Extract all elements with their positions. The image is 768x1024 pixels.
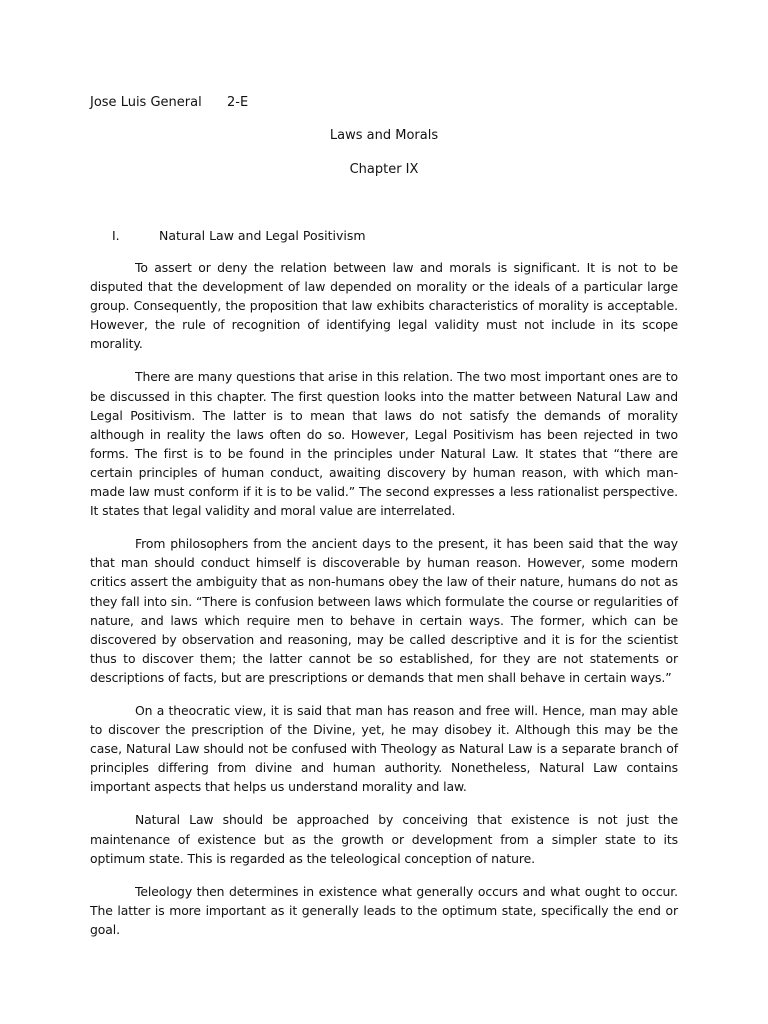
section-title: Natural Law and Legal Positivism [159, 228, 366, 243]
section-number: I. [112, 228, 120, 243]
paragraph: Teleology then determines in existence what generally occurs and what ought to occur. The latter is more important as it generally leads to the optimum state, specifically the end or goal. [90, 883, 678, 937]
paragraph: There are many questions that arise in this relation. The two most important ones are to be discussed in this chapter. The first question looks into the matter between Natural Law and Legal Positivism. The latter is to mean that laws do not satisfy the demands of morality although in reality the laws often do so. However, Legal Positivism has been rejected in two forms. The first is to be found in the principles under Natural Law. It states that “there are certain principles of human conduct, awaiting discovery by human reason, with which man-made law must conform if it is to be valid.” The second expresses a less rationalist perspective. It states that legal validity and moral value are interrelated. [90, 369, 678, 519]
header-line [90, 94, 248, 112]
section-heading [112, 227, 366, 245]
body-text [90, 258, 678, 953]
author-name: Jose Luis General [90, 95, 202, 110]
paragraph: On a theocratic view, it is said that man has reason and free will. Hence, man may able to discover the prescription of the Divine, yet, he may disobey it. Although this may be the case, Natural Law should not be confused with Theology as Natural Law is a separate branch of principles differing from divine and human authority. Nonetheless, Natural Law contains important aspects that helps us understand morality and law. [90, 702, 678, 795]
paragraph: Natural Law should be approached by conceiving that existence is not just the maintenance of existence but as the growth or development from a simpler state to its optimum state. This is regarded as the teleological conception of nature. [90, 812, 678, 866]
chapter-title: Chapter IX [349, 162, 419, 177]
document-title: Laws and Morals [329, 128, 439, 143]
class-section: 2-E [227, 95, 249, 110]
paragraph: To assert or deny the relation between law and morals is significant. It is not to be disputed that the development of law depended on morality or the ideals of a particular large group. Consequently, the proposition that law exhibits characteristics of morality is acceptable. However, the rule of recognition of identifying legal validity must not include in its scope morality. [90, 260, 678, 352]
paragraph: From philosophers from the ancient days to the present, it has been said that the way that man should conduct himself is discoverable by human reason. However, some modern critics assert the ambiguity that as non-humans obey the law of their nature, humans do not as they fall into sin. “There is confusion between laws which formulate the course or regularities of nature, and laws which require men to behave in certain ways. The former, which can be discovered by observation and reasoning, may be called descriptive and it is for the scientist thus to discover them; the latter cannot be so established, for they are not statements or descriptions of facts, but are prescriptions or demands that men shall behave in certain ways.” [90, 536, 678, 685]
